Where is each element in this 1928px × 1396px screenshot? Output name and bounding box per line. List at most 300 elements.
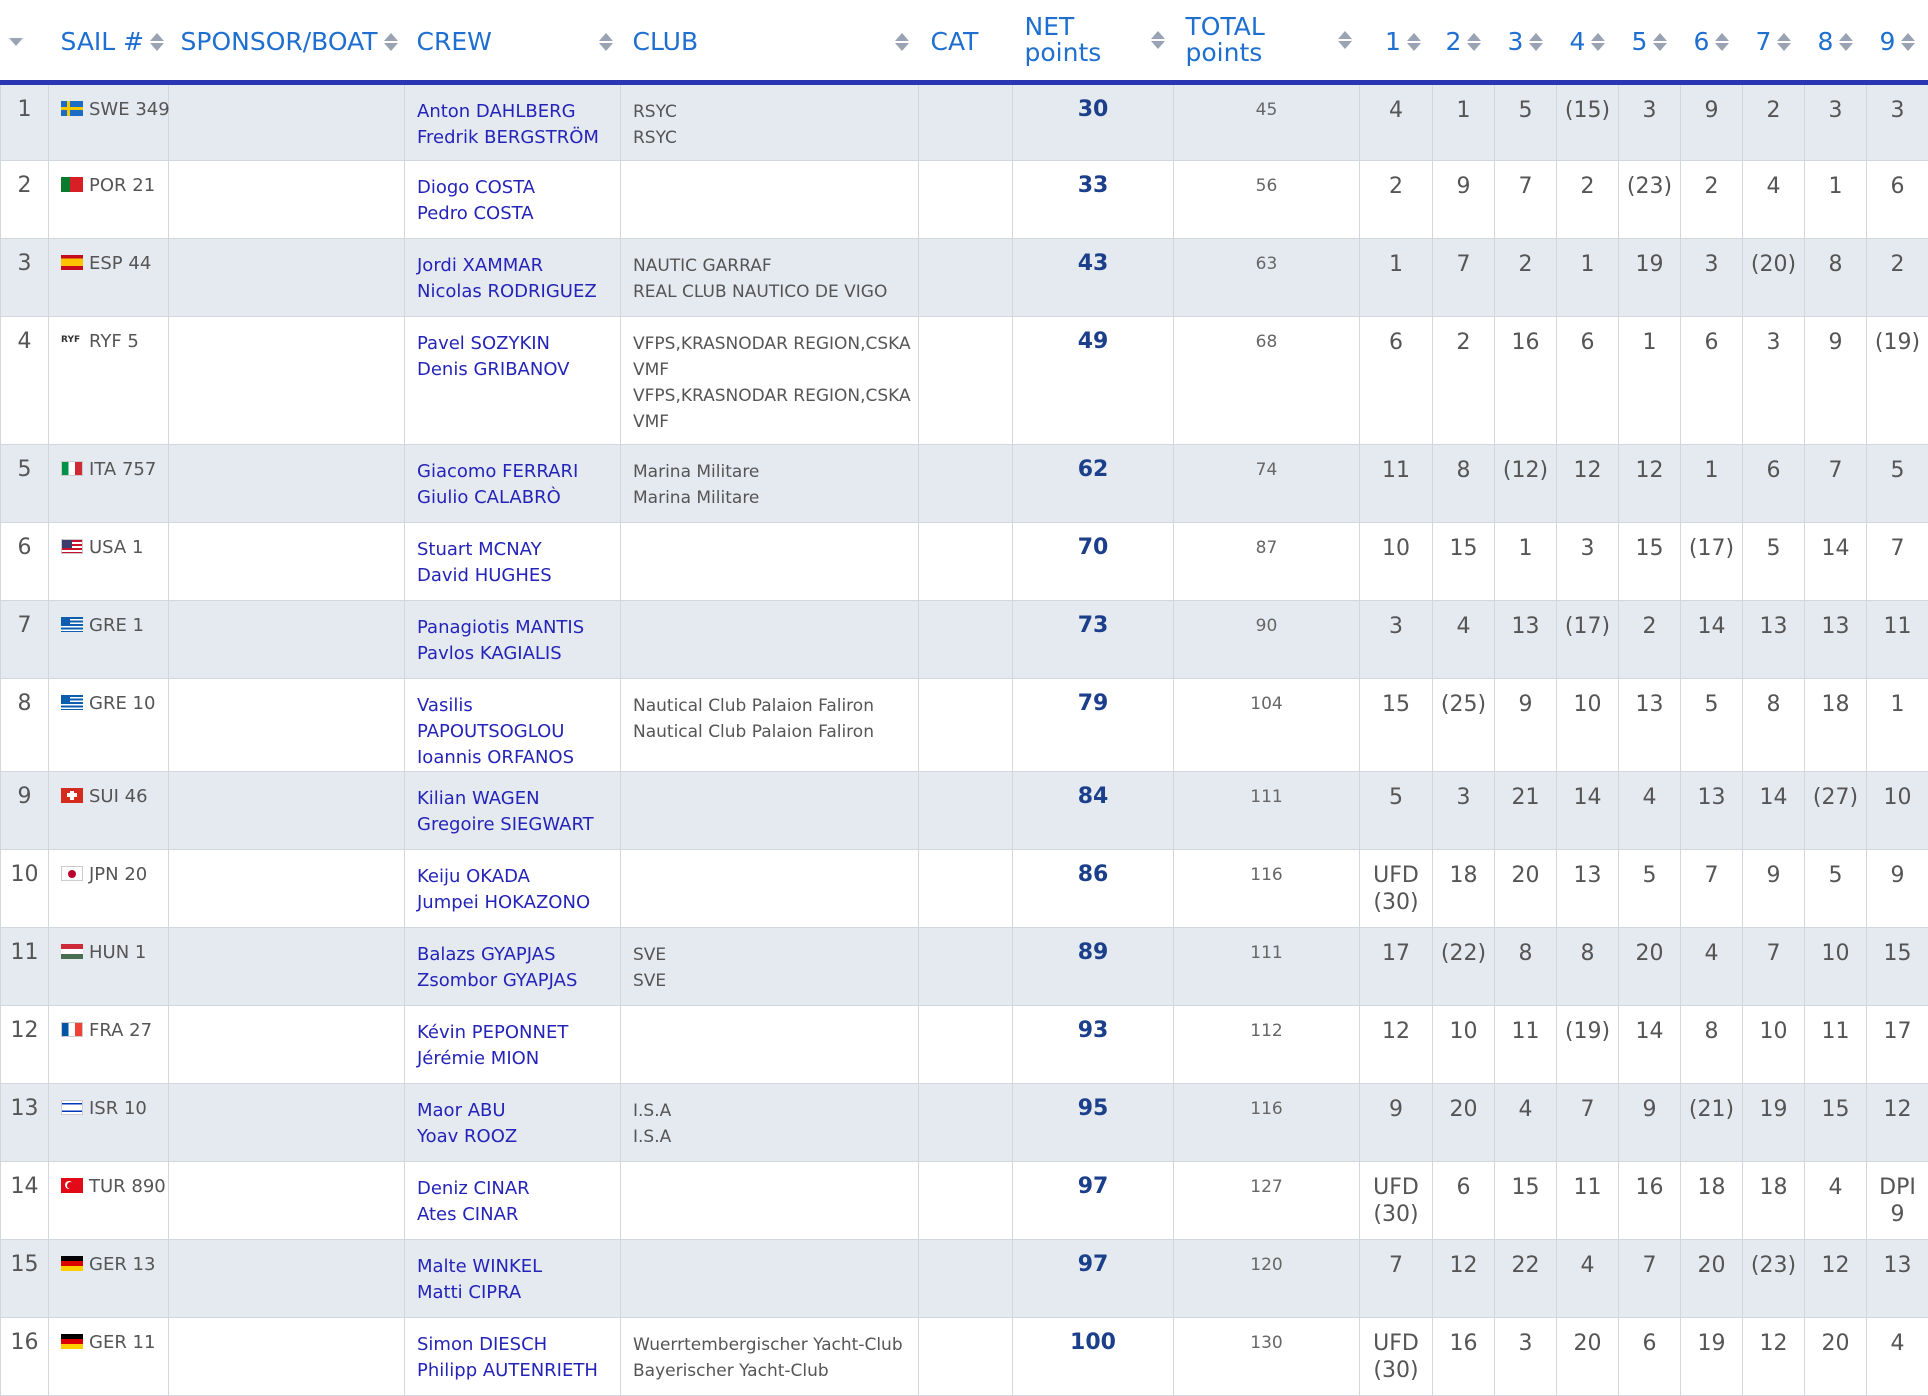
crew-member-link[interactable]: Giulio CALABRÒ xyxy=(417,485,620,511)
crew-cell xyxy=(405,523,621,601)
race-score-cell: 6 xyxy=(1619,1318,1681,1396)
sail-cell xyxy=(49,83,169,161)
crew-member-link[interactable]: Giacomo FERRARI xyxy=(417,459,620,485)
table-row xyxy=(1,83,1928,161)
sort-column-race-9[interactable] xyxy=(1867,0,1928,83)
sponsor-cell xyxy=(169,1084,405,1162)
rank-cell: 15 xyxy=(1,1240,49,1318)
sponsor-cell xyxy=(169,601,405,679)
sponsor-cell xyxy=(169,772,405,850)
sort-column-race-2[interactable] xyxy=(1433,0,1495,83)
table-row xyxy=(1,1006,1928,1084)
crew-member-link[interactable]: Matti CIPRA xyxy=(417,1280,620,1306)
table-row xyxy=(1,1162,1928,1240)
sort-icon xyxy=(1407,31,1421,53)
race-score-cell: 22 xyxy=(1495,1240,1557,1318)
race-score-cell: 10 xyxy=(1433,1006,1495,1084)
cat-cell xyxy=(919,83,1013,161)
race-score-cell: 16 xyxy=(1433,1318,1495,1396)
race-score-cell: 6 xyxy=(1681,317,1743,445)
club-name: NAUTIC GARRAF xyxy=(633,253,918,279)
net-points-cell: 89 xyxy=(1013,928,1174,1006)
sponsor-cell xyxy=(169,850,405,928)
sort-column-race-1[interactable] xyxy=(1360,0,1433,83)
race-score-cell: 18 xyxy=(1433,850,1495,928)
sail-number: GER 11 xyxy=(89,1332,155,1353)
crew-member-link[interactable]: Maor ABU xyxy=(417,1098,620,1124)
race-header-label: 5 xyxy=(1632,29,1648,55)
sail-number: ESP 44 xyxy=(89,253,151,274)
total-points-cell: 68 xyxy=(1174,317,1360,445)
race-score-cell: 9 xyxy=(1360,1084,1433,1162)
table-row xyxy=(1,239,1928,317)
race-score-cell: 4 xyxy=(1867,1318,1928,1396)
ger-flag-icon xyxy=(61,1334,83,1349)
race-header-label: 2 xyxy=(1446,29,1462,55)
fra-flag-icon xyxy=(61,1022,83,1037)
rank-cell: 4 xyxy=(1,317,49,445)
race-score-cell: (20) xyxy=(1743,239,1805,317)
sail-cell xyxy=(49,1318,169,1396)
rank-cell: 2 xyxy=(1,161,49,239)
sort-column-race-5[interactable] xyxy=(1619,0,1681,83)
race-score-cell: 8 xyxy=(1681,1006,1743,1084)
total-points-cell: 127 xyxy=(1174,1162,1360,1240)
ita-flag-icon xyxy=(61,461,83,476)
club-cell xyxy=(621,239,919,317)
race-score-cell: 4 xyxy=(1495,1084,1557,1162)
sort-column-club[interactable] xyxy=(621,0,919,83)
sort-column-race-3[interactable] xyxy=(1495,0,1557,83)
race-score-cell: 3 xyxy=(1619,83,1681,161)
sponsor-cell xyxy=(169,1162,405,1240)
sail-cell xyxy=(49,679,169,772)
race-score-cell: 14 xyxy=(1681,601,1743,679)
race-score-cell: 4 xyxy=(1805,1162,1867,1240)
club-cell xyxy=(621,679,919,772)
race-score-cell: 3 xyxy=(1681,239,1743,317)
crew-member-link[interactable]: Balazs GYAPJAS xyxy=(417,942,620,968)
race-score-cell: (25) xyxy=(1433,679,1495,772)
race-header-label: 9 xyxy=(1880,29,1896,55)
table-row xyxy=(1,772,1928,850)
race-score-cell: 20 xyxy=(1495,850,1557,928)
crew-member-link[interactable]: Simon DIESCH xyxy=(417,1332,620,1358)
race-score-cell: (27) xyxy=(1805,772,1867,850)
race-score-cell: (12) xyxy=(1495,445,1557,523)
race-score-cell: 8 xyxy=(1433,445,1495,523)
tur-flag-icon xyxy=(61,1178,83,1193)
rank-cell: 14 xyxy=(1,1162,49,1240)
total-header-line2: points xyxy=(1186,38,1263,67)
ger-flag-icon xyxy=(61,1256,83,1271)
crew-cell xyxy=(405,679,621,772)
total-points-cell: 87 xyxy=(1174,523,1360,601)
sort-icon xyxy=(1777,31,1791,53)
race-score-cell: 14 xyxy=(1619,1006,1681,1084)
rank-cell: 10 xyxy=(1,850,49,928)
club-name: VMF xyxy=(633,357,918,383)
race-score-cell: 20 xyxy=(1433,1084,1495,1162)
rank-cell: 7 xyxy=(1,601,49,679)
race-score-cell: 4 xyxy=(1619,772,1681,850)
crew-member-link[interactable]: Philipp AUTENRIETH xyxy=(417,1358,620,1384)
sponsor-cell xyxy=(169,83,405,161)
sail-cell xyxy=(49,1240,169,1318)
crew-cell xyxy=(405,1318,621,1396)
race-score-cell: 7 xyxy=(1867,523,1928,601)
race-score-cell: 5 xyxy=(1867,445,1928,523)
race-score-cell: 7 xyxy=(1805,445,1867,523)
table-row xyxy=(1,1318,1928,1396)
race-score-cell: 12 xyxy=(1557,445,1619,523)
sort-column-sponsor[interactable] xyxy=(169,0,405,83)
race-score-cell: 5 xyxy=(1619,850,1681,928)
sort-column-net[interactable] xyxy=(1013,0,1174,83)
club-name: REAL CLUB NAUTICO DE VIGO xyxy=(633,279,918,305)
race-score-cell: 1 xyxy=(1557,239,1619,317)
crew-member-link[interactable]: Ioannis ORFANOS xyxy=(417,745,620,771)
crew-member-link[interactable]: Deniz CINAR xyxy=(417,1176,620,1202)
net-points-cell: 86 xyxy=(1013,850,1174,928)
race-score-cell: 14 xyxy=(1805,523,1867,601)
rank-cell: 1 xyxy=(1,83,49,161)
sort-icon xyxy=(384,31,398,53)
race-score-cell: 7 xyxy=(1433,239,1495,317)
race-score-cell: (23) xyxy=(1743,1240,1805,1318)
por-flag-icon xyxy=(61,177,83,192)
net-points-cell: 73 xyxy=(1013,601,1174,679)
sort-column-race-6[interactable] xyxy=(1681,0,1743,83)
race-score-cell: 13 xyxy=(1557,850,1619,928)
total-points-cell: 74 xyxy=(1174,445,1360,523)
race-score-cell: 7 xyxy=(1360,1240,1433,1318)
race-score-cell: 4 xyxy=(1557,1240,1619,1318)
club-name: SVE xyxy=(633,968,918,994)
sail-cell xyxy=(49,1084,169,1162)
race-score-cell: 15 xyxy=(1867,928,1928,1006)
race-score-cell: 15 xyxy=(1805,1084,1867,1162)
crew-member-link[interactable]: Gregoire SIEGWART xyxy=(417,812,620,838)
race-score-cell: 6 xyxy=(1557,317,1619,445)
table-row xyxy=(1,1084,1928,1162)
isr-flag-icon xyxy=(61,1100,83,1115)
total-points-cell: 111 xyxy=(1174,772,1360,850)
total-points-cell: 63 xyxy=(1174,239,1360,317)
rank-cell: 11 xyxy=(1,928,49,1006)
race-header-label: 1 xyxy=(1385,29,1401,55)
race-score-cell: 1 xyxy=(1805,161,1867,239)
club-cell xyxy=(621,1240,919,1318)
race-score-cell: 4 xyxy=(1681,928,1743,1006)
total-points-cell: 116 xyxy=(1174,850,1360,928)
race-score-cell: 3 xyxy=(1360,601,1433,679)
race-score-cell: 10 xyxy=(1557,679,1619,772)
club-name: VFPS,KRASNODAR REGION,CSKA xyxy=(633,383,918,409)
sail-cell xyxy=(49,317,169,445)
club-name: Nautical Club Palaion Faliron xyxy=(633,719,918,745)
crew-member-link[interactable]: Yoav ROOZ xyxy=(417,1124,620,1150)
race-score-cell: 11 xyxy=(1495,1006,1557,1084)
sail-cell xyxy=(49,239,169,317)
crew-member-link[interactable]: David HUGHES xyxy=(417,563,620,589)
sort-column-cat[interactable] xyxy=(919,0,1013,83)
race-score-cell: 15 xyxy=(1495,1162,1557,1240)
net-points-cell: 93 xyxy=(1013,1006,1174,1084)
race-score-cell: 1 xyxy=(1619,317,1681,445)
net-points-cell: 70 xyxy=(1013,523,1174,601)
sponsor-cell xyxy=(169,928,405,1006)
race-score-cell: 4 xyxy=(1360,83,1433,161)
race-score-cell: (23) xyxy=(1619,161,1681,239)
crew-member-link[interactable]: Malte WINKEL xyxy=(417,1254,620,1280)
crew-member-link[interactable]: Stuart MCNAY xyxy=(417,537,620,563)
table-row xyxy=(1,601,1928,679)
net-points-cell: 79 xyxy=(1013,679,1174,772)
club-cell xyxy=(621,161,919,239)
race-score-cell: 9 xyxy=(1495,679,1557,772)
sail-number: SWE 349 xyxy=(89,99,170,120)
crew-cell xyxy=(405,239,621,317)
race-score-cell: 2 xyxy=(1433,317,1495,445)
club-name: SVE xyxy=(633,942,918,968)
sponsor-cell xyxy=(169,161,405,239)
sail-cell xyxy=(49,601,169,679)
race-score-cell: 6 xyxy=(1867,161,1928,239)
race-score-cell: DPI 9 xyxy=(1867,1162,1928,1240)
crew-member-link[interactable]: Jordi XAMMAR xyxy=(417,253,620,279)
crew-cell xyxy=(405,601,621,679)
race-score-cell: 8 xyxy=(1743,679,1805,772)
hun-flag-icon xyxy=(61,944,83,959)
sail-cell xyxy=(49,1162,169,1240)
race-score-cell: 6 xyxy=(1360,317,1433,445)
crew-member-link[interactable]: Nicolas RODRIGUEZ xyxy=(417,279,620,305)
sail-number: JPN 20 xyxy=(89,864,147,885)
crew-member-link[interactable]: Keiju OKADA xyxy=(417,864,620,890)
cat-header-label: CAT xyxy=(931,29,979,55)
sort-icon xyxy=(1591,31,1605,53)
crew-member-link[interactable]: Panagiotis MANTIS xyxy=(417,615,620,641)
race-score-cell: 3 xyxy=(1433,772,1495,850)
cat-cell xyxy=(919,317,1013,445)
cat-cell xyxy=(919,679,1013,772)
crew-member-link[interactable]: Ates CINAR xyxy=(417,1202,620,1228)
crew-member-link[interactable]: Jumpei HOKAZONO xyxy=(417,890,620,916)
crew-cell xyxy=(405,83,621,161)
sail-number: FRA 27 xyxy=(89,1020,152,1041)
race-score-cell: 5 xyxy=(1805,850,1867,928)
rank-cell: 16 xyxy=(1,1318,49,1396)
race-score-cell: (21) xyxy=(1681,1084,1743,1162)
crew-cell xyxy=(405,772,621,850)
net-points-cell: 33 xyxy=(1013,161,1174,239)
race-score-cell: 7 xyxy=(1619,1240,1681,1318)
sail-cell xyxy=(49,161,169,239)
race-score-cell: 2 xyxy=(1557,161,1619,239)
total-points-cell: 111 xyxy=(1174,928,1360,1006)
race-score-cell: 15 xyxy=(1433,523,1495,601)
crew-member-link[interactable]: Fredrik BERGSTRÖM xyxy=(417,125,620,151)
rank-cell: 13 xyxy=(1,1084,49,1162)
race-score-cell: 15 xyxy=(1360,679,1433,772)
crew-cell xyxy=(405,161,621,239)
sail-number: GRE 1 xyxy=(89,615,144,636)
club-name: Nautical Club Palaion Faliron xyxy=(633,693,918,719)
sort-column-sail[interactable] xyxy=(49,0,169,83)
table-row xyxy=(1,317,1928,445)
gre-flag-icon xyxy=(61,617,83,632)
total-points-cell: 112 xyxy=(1174,1006,1360,1084)
net-points-cell: 49 xyxy=(1013,317,1174,445)
race-score-cell: 13 xyxy=(1867,1240,1928,1318)
race-score-cell: 19 xyxy=(1743,1084,1805,1162)
table-row xyxy=(1,850,1928,928)
race-score-cell: 1 xyxy=(1867,679,1928,772)
race-score-cell: (17) xyxy=(1557,601,1619,679)
sail-cell xyxy=(49,850,169,928)
cat-cell xyxy=(919,445,1013,523)
race-score-cell: 2 xyxy=(1681,161,1743,239)
crew-member-link[interactable]: Jérémie MION xyxy=(417,1046,620,1072)
race-score-cell: 17 xyxy=(1360,928,1433,1006)
sponsor-cell xyxy=(169,523,405,601)
total-points-cell: 45 xyxy=(1174,83,1360,161)
sail-number: POR 21 xyxy=(89,175,155,196)
sort-icon xyxy=(1653,31,1667,53)
race-score-cell: 3 xyxy=(1557,523,1619,601)
race-score-cell: 12 xyxy=(1867,1084,1928,1162)
crew-member-link[interactable]: Denis GRIBANOV xyxy=(417,357,620,383)
table-row xyxy=(1,928,1928,1006)
race-score-cell: 9 xyxy=(1619,1084,1681,1162)
crew-member-link[interactable]: Vasilis PAPOUTSOGLOU xyxy=(417,693,620,745)
race-score-cell: 19 xyxy=(1619,239,1681,317)
table-row xyxy=(1,445,1928,523)
race-score-cell: 19 xyxy=(1681,1318,1743,1396)
race-score-cell: 16 xyxy=(1619,1162,1681,1240)
race-score-cell: 9 xyxy=(1867,850,1928,928)
crew-cell xyxy=(405,928,621,1006)
rank-cell: 6 xyxy=(1,523,49,601)
cat-cell xyxy=(919,772,1013,850)
crew-cell xyxy=(405,1240,621,1318)
crew-cell xyxy=(405,1162,621,1240)
race-score-cell: 2 xyxy=(1495,239,1557,317)
race-score-cell: 8 xyxy=(1495,928,1557,1006)
total-header-label xyxy=(1186,14,1332,66)
race-score-cell: 20 xyxy=(1681,1240,1743,1318)
race-score-cell: UFD (30) xyxy=(1360,850,1433,928)
total-points-cell: 56 xyxy=(1174,161,1360,239)
sort-icon xyxy=(1467,31,1481,53)
race-score-cell: 6 xyxy=(1433,1162,1495,1240)
club-header-label: CLUB xyxy=(633,29,889,55)
sort-column-race-8[interactable] xyxy=(1805,0,1867,83)
crew-member-link[interactable]: Kilian WAGEN xyxy=(417,786,620,812)
table-row xyxy=(1,523,1928,601)
sort-column-race-4[interactable] xyxy=(1557,0,1619,83)
crew-member-link[interactable]: Kévin PEPONNET xyxy=(417,1020,620,1046)
cat-cell xyxy=(919,161,1013,239)
total-points-cell: 104 xyxy=(1174,679,1360,772)
crew-member-link[interactable]: Pedro COSTA xyxy=(417,201,620,227)
sail-number: GRE 10 xyxy=(89,693,155,714)
race-score-cell: 9 xyxy=(1681,83,1743,161)
race-score-cell: (19) xyxy=(1557,1006,1619,1084)
race-score-cell: 13 xyxy=(1743,601,1805,679)
race-score-cell: 13 xyxy=(1681,772,1743,850)
usa-flag-icon xyxy=(61,539,83,554)
race-score-cell: 5 xyxy=(1360,772,1433,850)
sui-flag-icon xyxy=(61,788,83,803)
club-cell xyxy=(621,83,919,161)
race-score-cell: 12 xyxy=(1743,1318,1805,1396)
crew-member-link[interactable]: Anton DAHLBERG xyxy=(417,99,620,125)
swe-flag-icon xyxy=(61,101,83,116)
race-score-cell: 10 xyxy=(1360,523,1433,601)
club-name: Marina Militare xyxy=(633,459,918,485)
race-score-cell: 5 xyxy=(1743,523,1805,601)
sort-column-crew[interactable] xyxy=(405,0,621,83)
club-cell xyxy=(621,1318,919,1396)
sail-cell xyxy=(49,772,169,850)
race-score-cell: 13 xyxy=(1805,601,1867,679)
race-score-cell: 3 xyxy=(1867,83,1928,161)
race-score-cell: 1 xyxy=(1360,239,1433,317)
race-header-label: 3 xyxy=(1508,29,1524,55)
ryf-flag-icon: RYF xyxy=(61,333,83,348)
sort-column-total[interactable] xyxy=(1174,0,1360,83)
sail-number: TUR 890 xyxy=(89,1176,166,1197)
race-score-cell: 18 xyxy=(1681,1162,1743,1240)
sort-column-race-7[interactable] xyxy=(1743,0,1805,83)
sponsor-cell xyxy=(169,317,405,445)
cat-cell xyxy=(919,1084,1013,1162)
race-score-cell: 6 xyxy=(1743,445,1805,523)
sort-icon xyxy=(1529,31,1543,53)
race-header-label: 7 xyxy=(1756,29,1772,55)
header-row xyxy=(1,0,1928,83)
race-score-cell: 7 xyxy=(1681,850,1743,928)
total-points-cell: 90 xyxy=(1174,601,1360,679)
race-score-cell: 14 xyxy=(1557,772,1619,850)
sort-icon xyxy=(9,36,23,48)
race-score-cell: 12 xyxy=(1433,1240,1495,1318)
sail-number: RYF 5 xyxy=(89,331,139,352)
sort-icon xyxy=(1715,31,1729,53)
crew-member-link[interactable]: Zsombor GYAPJAS xyxy=(417,968,620,994)
sort-column-rank[interactable] xyxy=(1,0,49,83)
race-score-cell: (15) xyxy=(1557,83,1619,161)
club-cell xyxy=(621,1006,919,1084)
sponsor-cell xyxy=(169,239,405,317)
sort-icon xyxy=(1901,31,1915,53)
race-score-cell: 20 xyxy=(1805,1318,1867,1396)
cat-cell xyxy=(919,239,1013,317)
crew-member-link[interactable]: Diogo COSTA xyxy=(417,175,620,201)
crew-member-link[interactable]: Pavlos KAGIALIS xyxy=(417,641,620,667)
sponsor-header-label: SPONSOR/BOAT xyxy=(181,29,378,55)
gre-flag-icon xyxy=(61,695,83,710)
cat-cell xyxy=(919,1006,1013,1084)
race-score-cell: 17 xyxy=(1867,1006,1928,1084)
race-score-cell: 11 xyxy=(1805,1006,1867,1084)
net-points-cell: 43 xyxy=(1013,239,1174,317)
race-score-cell: 8 xyxy=(1805,239,1867,317)
crew-member-link[interactable]: Pavel SOZYKIN xyxy=(417,331,620,357)
sail-cell xyxy=(49,523,169,601)
